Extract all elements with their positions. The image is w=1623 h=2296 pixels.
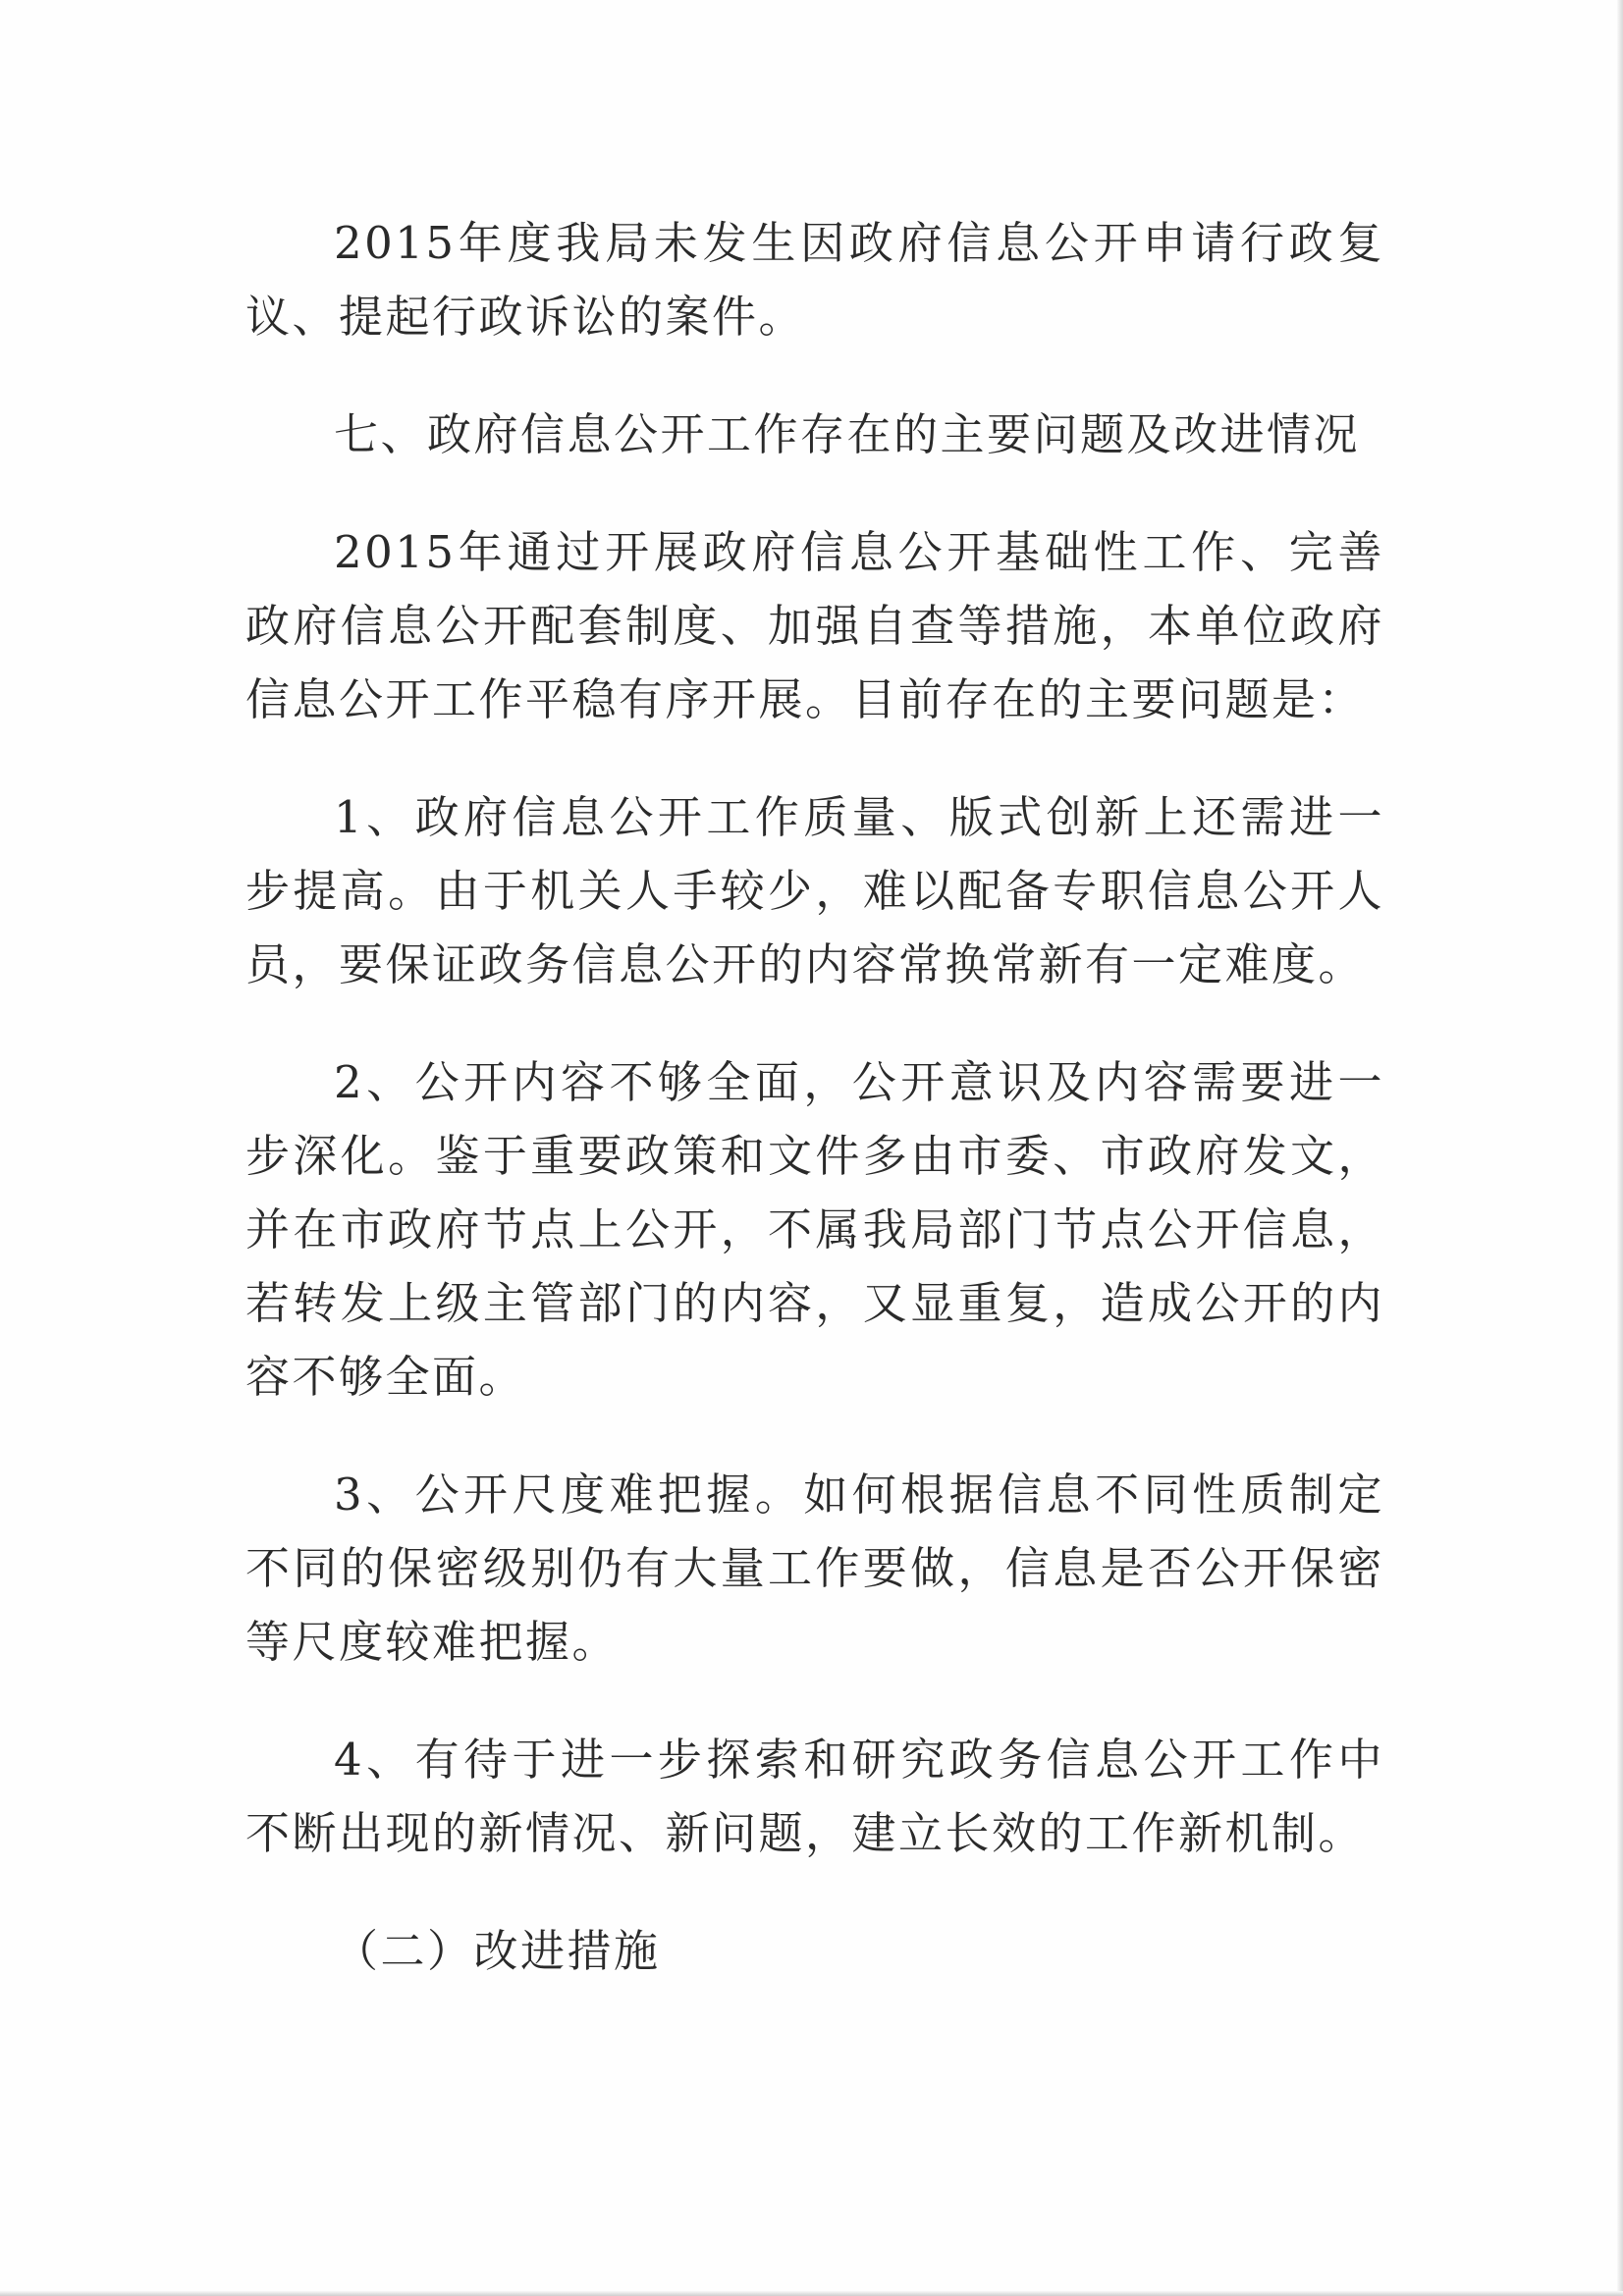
paragraph-no-review-cases: 2015年度我局未发生因政府信息公开申请行政复议、提起行政诉讼的案件。 bbox=[245, 217, 1384, 343]
document-body bbox=[245, 206, 1384, 1988]
paragraph-problem-2: 2、公开内容不够全面，公开意识及内容需要进一步深化。鉴于重要政策和文件多由市委、市政府发文，并在市政府节点上公开，不属我局部门节点公开信息，若转发上级主管部门的内容，又显重复，造成公开的内容不够全面。 bbox=[245, 1056, 1384, 1403]
paragraph-problem-4: 4、有待于进一步探索和研究政务信息公开工作中不断出现的新情况、新问题，建立长效的工作新机制。 bbox=[245, 1734, 1384, 1859]
paragraph-problem-1: 1、政府信息公开工作质量、版式创新上还需进一步提高。由于机关人手较少，难以配备专职信息公开人员，要保证政务信息公开的内容常换常新有一定难度。 bbox=[245, 791, 1384, 990]
page-edge-bottom bbox=[0, 2291, 1623, 2296]
paragraph-overview: 2015年通过开展政府信息公开基础性工作、完善政府信息公开配套制度、加强自查等措施，本单位政府信息公开工作平稳有序开展。目前存在的主要问题是： bbox=[245, 526, 1384, 725]
page-edge-right bbox=[1617, 0, 1623, 2296]
section-heading-problems: 七、政府信息公开工作存在的主要问题及改进情况 bbox=[334, 408, 1361, 460]
subheading-improvement-measures: （二）改进措施 bbox=[334, 1925, 661, 1977]
paragraph-problem-3: 3、公开尺度难把握。如何根据信息不同性质制定不同的保密级别仍有大量工作要做，信息是否公开保密等尺度较难把握。 bbox=[245, 1468, 1384, 1668]
